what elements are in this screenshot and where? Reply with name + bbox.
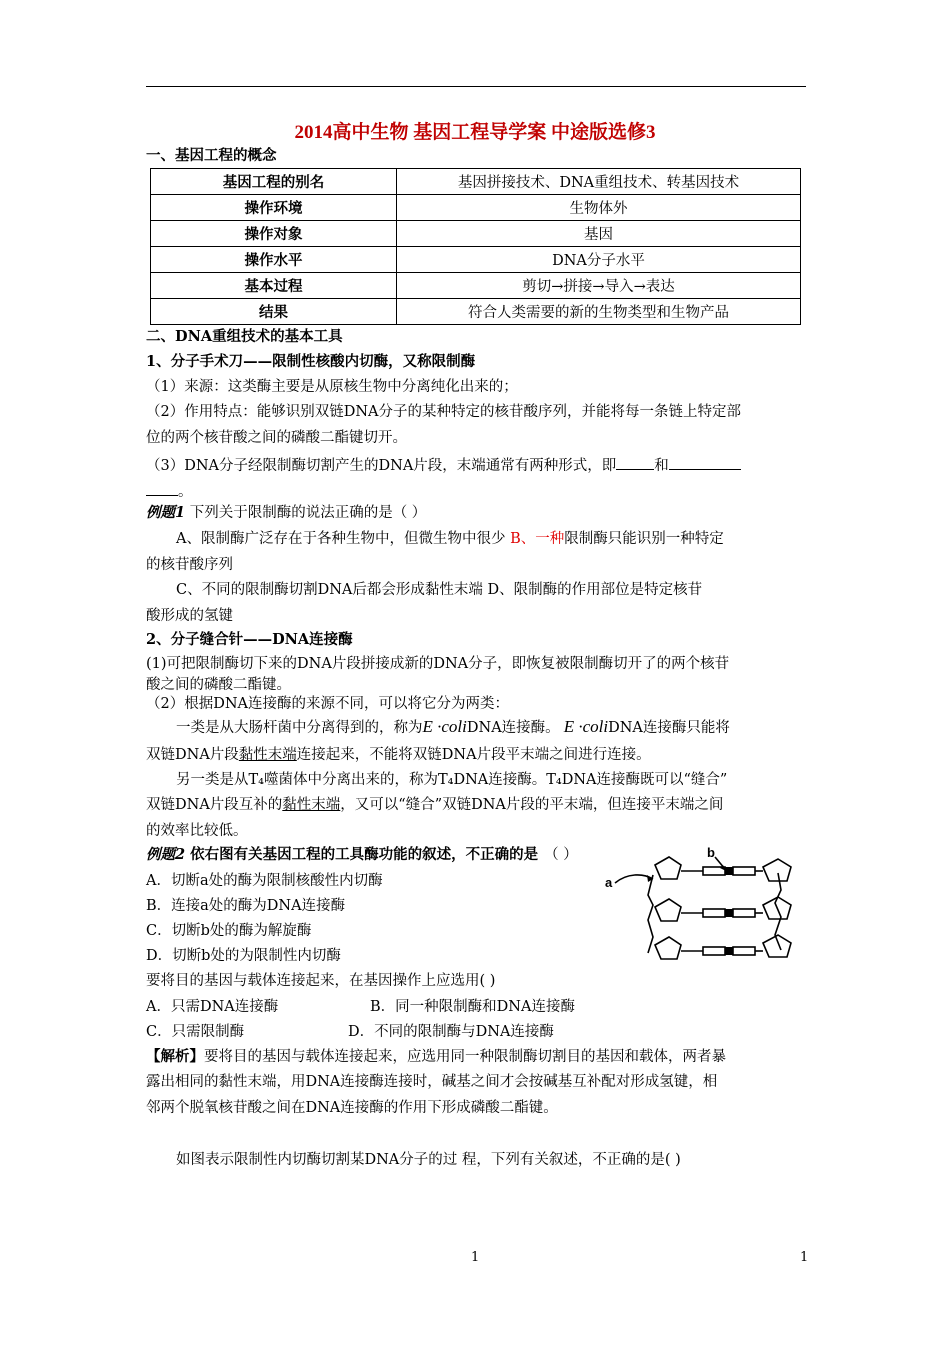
concept-table-row [151,221,801,247]
example-3-stem: 要将目的基因与载体连接起来，在基因操作上应选用( ) [146,973,496,989]
header-rule [146,86,806,87]
example-1-stem [146,503,426,523]
analysis-line-1 [146,1047,726,1067]
example-3-option-c: C．只需限制酶 [146,1024,245,1040]
ligase-ecoli-line-2 [146,745,651,765]
subsection-1-heading: 1、分子手术刀——限制性核酸内切酶，又称限制酶 [146,353,476,370]
document-title: 2014高中生物 基因工程导学案 中途版选修3 [294,122,656,143]
t4-post: ，又可以“缝合”双链DNA片段的平末端，但连接平末端之间 [340,797,724,813]
example-2-option-b: B．连接a处的酶为DNA连接酶 [146,898,346,914]
and-text: 和 [654,458,669,474]
concept-term: 基因工程的别名 [151,169,397,195]
dna-ligase-figure [603,845,818,975]
example-1-option-b-cont: 的核苷酸序列 [146,557,233,573]
paragraph-feature-2: 位的两个核苷酸之间的磷酸二酯键切开。 [146,430,407,446]
concept-table-row [151,299,801,325]
example-2-option-a: A．切断a处的酶为限制核酸性内切酶 [146,873,383,889]
figure-label-a: a [605,875,613,890]
page-number-right: 1 [800,1250,809,1265]
example-2-stem [146,845,578,865]
ligase-ecoli-line [176,717,730,738]
concept-term: 基本过程 [151,273,397,299]
example-2-label: 例题2 [146,846,186,863]
t4-pre: 双链DNA片段互补的 [146,797,283,813]
example-4-stem: 如图表示限制性内切酶切割某DNA分子的过 程，下列有关叙述，不正确的是( ) [176,1152,681,1168]
example-2-question: 依右图有关基因工程的工具酶功能的叙述， [185,846,466,863]
ligase-paragraph-2: （2）根据DNA连接酶的来源不同，可以将它分为两类： [146,696,510,712]
analysis-text-1: 要将目的基因与载体连接起来，应选用同一种限制酶切割目的基因和载体，两者暴 [204,1049,726,1065]
concept-term: 操作水平 [151,247,397,273]
analysis-line-2: 露出相同的黏性末端，用DNA连接酶连接时，碱基之间才会按碱基互补配对形成氢键，相 [146,1074,718,1090]
example-3-option-d: D．不同的限制酶与DNA连接酶 [348,1024,554,1040]
option-b-text: 限制酶只能识别一种特定 [564,531,724,547]
ligase-t4-line-1: 另一类是从T₄噬菌体中分离出来的，称为T₄DNA连接酶。T₄DNA连接酶既可以“缝合” [176,772,728,788]
ecoli-ligase-text: DNA连接酶。 [466,720,560,736]
example-2-paren: （ ） [544,847,578,863]
analysis-label: 【解析】 [146,1048,204,1065]
concept-value: 基因拼接技术、DNA重组技术、转基因技术 [397,169,801,195]
subsection-2-heading: 2、分子缝合针——DNA连接酶 [146,631,353,648]
sticky-end-term: 黏性末端 [238,747,297,763]
sticky-end-post: 连接起来，不能将双链DNA片段平末端之间进行连接。 [296,747,651,763]
paragraph-ends-cont [146,480,193,502]
ligase-paragraph-1b: 酸之间的磷酸二酯键。 [146,677,291,693]
sticky-end-pre: 双链DNA片段 [146,747,239,763]
concept-table-row [151,195,801,221]
concept-value: 基因 [397,221,801,247]
concept-term: 操作环境 [151,195,397,221]
section-1-heading: 一、基因工程的概念 [146,147,277,164]
option-a-text: A、限制酶广泛存在于各种生物中，但微生物中很少 [176,531,511,547]
example-2-option-c: C．切断b处的酶为解旋酶 [146,923,312,939]
ligase-t4-line-3: 的效率比较低。 [146,823,248,839]
page-number-center: 1 [471,1250,480,1265]
example-1-option-a-b [176,529,724,549]
answer-blank-2 [669,454,741,470]
paragraph-feature-1: （2）作用特点：能够识别双链DNA分子的某种特定的核苷酸序列，并能将每一条链上特定部 [146,404,742,420]
concept-value: 剪切→拼接→导入→表达 [397,273,801,299]
figure-label-b: b [707,845,715,860]
paragraph-source: （1）来源：这类酶主要是从原核生物中分离纯化出来的； [146,379,518,395]
concept-table-row [151,247,801,273]
concept-table [150,168,801,325]
concept-term: 操作对象 [151,221,397,247]
example-2-option-d: D．切断b处的为限制性内切酶 [146,948,341,964]
example-3-option-a: A．只需DNA连接酶 [146,999,279,1015]
t4-sticky-term: 黏性末端 [282,797,341,813]
concept-table-row [151,273,801,299]
analysis-line-3: 邻两个脱氧核苷酸之间在DNA连接酶的作用下形成磷酸二酯键。 [146,1100,558,1116]
example-1-question: 下列关于限制酶的说法正确的是（ ） [185,505,427,521]
example-3-option-b: B．同一种限制酶和DNA连接酶 [370,999,575,1015]
ecoli-term-2: E ·coli [563,717,609,736]
ligase-t4-line-2 [146,795,723,815]
answer-blank-2-cont [146,480,178,496]
ligase-paragraph-1a: (1)可把限制酶切下来的DNA片段拼接成新的DNA分子，即恢复被限制酶切开了的两个核苷 [146,656,730,672]
concept-value: DNA分子水平 [397,247,801,273]
concept-table-row [151,169,801,195]
concept-value: 生物体外 [397,195,801,221]
ecoli-intro: 一类是从大肠杆菌中分离得到的，称为 [176,720,423,736]
example-2-emphasis: 不正确的是 [465,846,539,863]
example-1-label: 例题1 [146,504,186,521]
period-text: 。 [178,484,193,500]
example-1-option-d-cont: 酸形成的氢键 [146,608,233,624]
concept-value: 符合人类需要的新的生物类型和生物产品 [397,299,801,325]
section-2-heading: 二、DNA重组技术的基本工具 [146,328,343,345]
ecoli-ligase-tail: DNA连接酶只能将 [608,720,730,736]
concept-term: 结果 [151,299,397,325]
ecoli-term-1: E ·coli [422,717,467,736]
example-1-option-c-d: C、不同的限制酶切割DNA后都会形成黏性末端 D、限制酶的作用部位是特定核苷 [176,582,703,598]
paragraph-ends-text: （3）DNA分子经限制酶切割产生的DNA片段，末端通常有两种形式，即 [146,458,617,474]
answer-blank-1 [616,454,654,470]
paragraph-ends [146,454,741,476]
option-b-highlight: B、一种 [510,531,565,547]
